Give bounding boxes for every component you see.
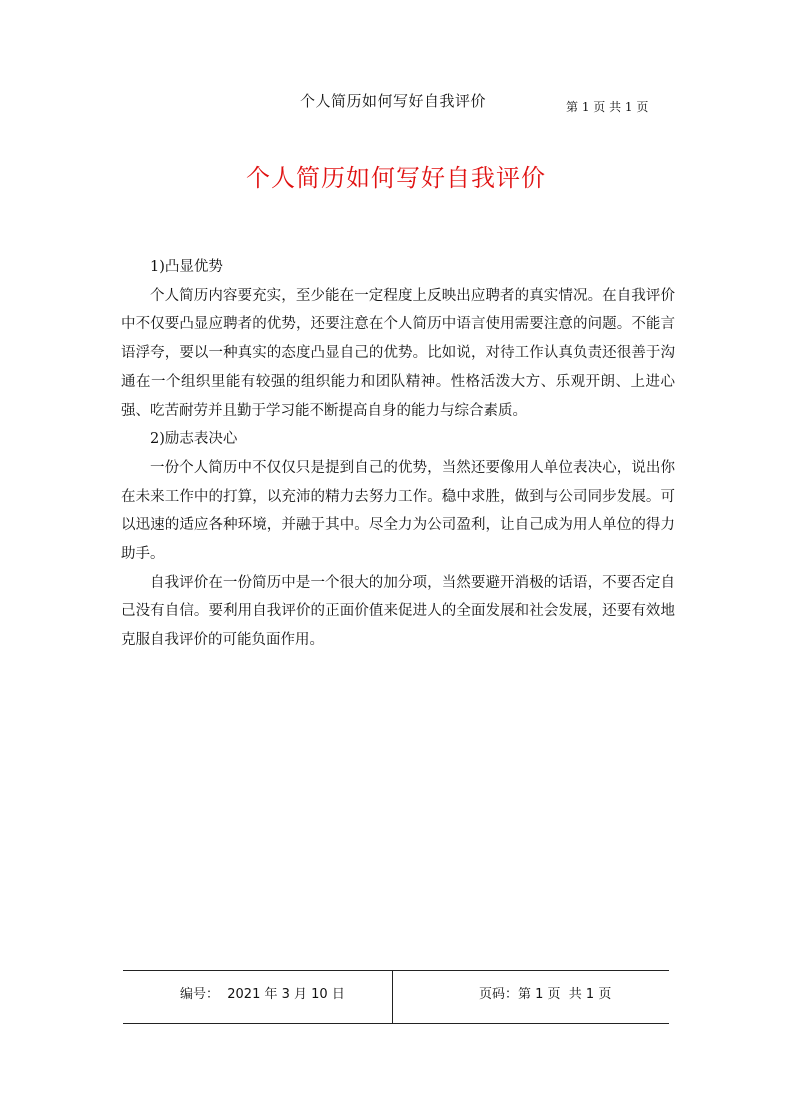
paragraph: 自我评价在一份简历中是一个很大的加分项，当然要避开消极的话语，不要否定自己没有自信。要利用自我评价的正面价值来促进人的全面发展和社会发展，还要有效地克服自我评价的可能负面作用。 — [121, 574, 675, 649]
footer-top-rule — [123, 970, 669, 971]
footer-number-date: 编号： 2021 年 3 月 10 日 — [180, 987, 345, 1002]
section-heading: 2)励志表决心 — [150, 431, 238, 448]
paragraph: 个人简历内容要充实，至少能在一定程度上反映出应聘者的真实情况。在自我评价中不仅要凸显应聘者的优势，还要注意在个人简历中语言使用需要注意的问题。不能言语浮夸，要以一种真实的态度凸显自己的优势。比如说，对待工作认真负责还很善于沟通在一个组织里能有较强的组织能力和团队精神。性格活泼大方、乐观开朗、上进心强、吃苦耐劳并且勤于学习能不断提高自身的能力与综合素质。 — [121, 287, 675, 419]
header-title: 个人简历如何写好自我评价 — [300, 92, 487, 110]
footer-column-divider — [392, 970, 393, 1023]
document-body — [121, 253, 675, 655]
section-heading: 1)凸显优势 — [150, 259, 223, 275]
paragraph: 一份个人简历中不仅仅只是提到自己的优势，当然还要像用人单位表决心，说出你在未来工作中的打算，以充沛的精力去努力工作。稳中求胜，做到与公司同步发展。可以迅速的适应各种环境，并融于其中。尽全力为公司盈利，让自己成为用人单位的得力助手。 — [121, 459, 675, 563]
document-title: 个人简历如何写好自我评价 — [246, 164, 546, 192]
header-page-count: 第 1 页 共 1 页 — [566, 100, 649, 114]
footer-page-number: 页码：第 1 页 共 1 页 — [479, 987, 612, 1002]
footer-bottom-rule — [123, 1023, 669, 1024]
